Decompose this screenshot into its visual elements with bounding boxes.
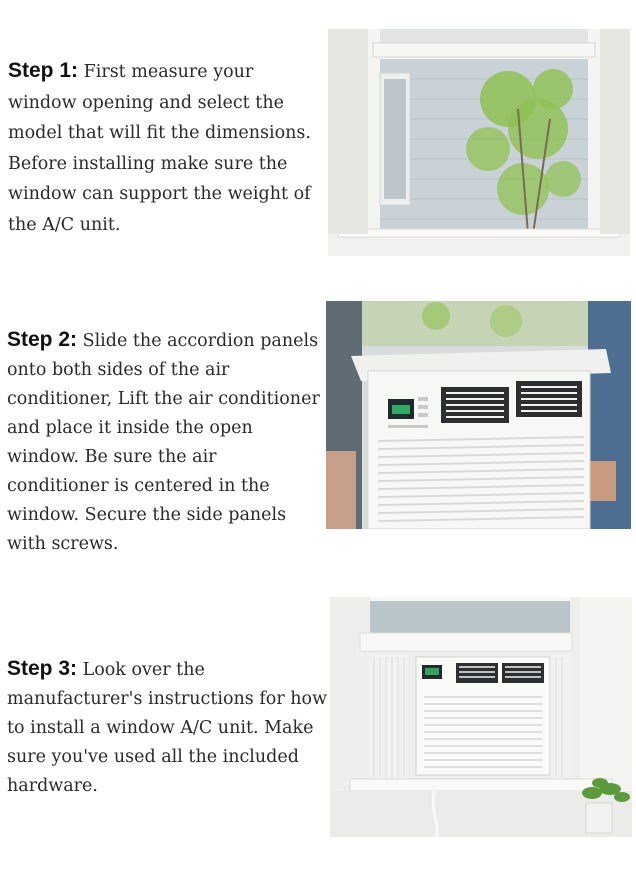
step-3-text <box>7 654 329 801</box>
step-1-label: Step 1: <box>8 59 79 82</box>
step-2-text <box>7 325 323 559</box>
step-3-description: Look over the manufacturer's instructions for how to install a window A/C unit. Make sure you've used all the included hardware. <box>7 660 328 796</box>
installed-ac-photo <box>330 597 632 837</box>
step-3-label: Step 3: <box>7 657 78 680</box>
step-1-description: First measure your window opening and select the model that will fit the dimensions. Before installing make sure the window can support the weight of the A/C unit. <box>8 62 311 235</box>
step-2-description: Slide the accordion panels onto both sides of the air conditioner, Lift the air conditioner and place it inside the open window. Be sure the air conditioner is centered in the window. Secure the side panels with screws. <box>7 331 320 554</box>
installing-ac-photo <box>326 301 631 529</box>
open-window-photo <box>328 29 630 256</box>
step-2-label: Step 2: <box>7 328 78 351</box>
step-1-text <box>8 56 326 240</box>
